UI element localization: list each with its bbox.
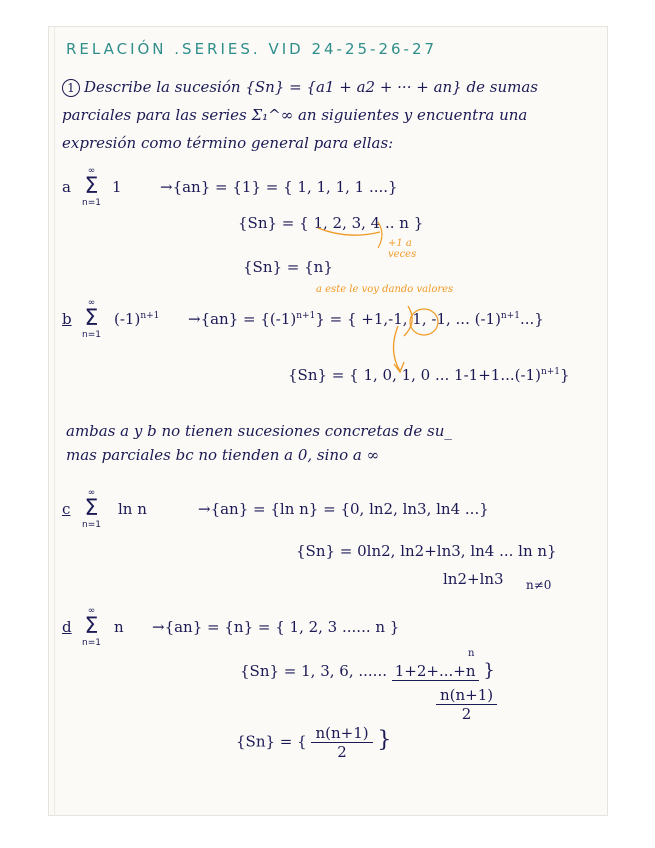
fraction-denominator: 2	[337, 743, 347, 761]
part-d-term: n	[114, 618, 124, 636]
sum-upper-limit: ∞	[87, 298, 96, 308]
part-d-label: d	[62, 618, 72, 636]
orange-bracket-stroke	[378, 222, 382, 248]
closing-brace: }	[377, 727, 392, 753]
part-a-sn-list: {Sn} = { 1, 2, 3, 4 .. n }	[238, 214, 424, 232]
orange-underline-stroke	[318, 228, 380, 235]
sum-upper-limit: ∞	[87, 488, 96, 498]
part-c-term: ln n	[118, 500, 147, 518]
annotation-strokes	[48, 26, 608, 816]
part-d-sn-tail-text: 1+2+...+n	[394, 662, 476, 680]
page-title: RELACIÓN .SERIES. VID 24-25-26-27	[66, 40, 438, 58]
sum-lower-limit: n=1	[82, 330, 101, 340]
part-c-sn-under: ln2+ln3	[443, 570, 504, 588]
problem-line-3: expresión como término general para ellas:	[62, 134, 394, 152]
fraction-numerator: n(n+1)	[436, 686, 497, 705]
part-a-label: a	[62, 178, 71, 196]
problem-text-1: Describe la sucesión {Sn} = {a1 + a2 + ··· + an} de sumas	[84, 78, 538, 96]
part-d-an: →{an} = {n} = { 1, 2, 3 ...... n }	[152, 618, 400, 636]
part-b-an-tail: } = { +1,-1, 1, -1, ... (-1)	[315, 310, 501, 328]
part-b-label: b	[62, 310, 72, 328]
part-b-term-exp: n+1	[140, 311, 160, 321]
sigma-symbol: Σ	[84, 614, 99, 639]
part-d-sn-sup: n	[468, 648, 475, 659]
sum-lower-limit: n=1	[82, 520, 101, 530]
part-b-note: a este le voy dando valores	[316, 284, 454, 295]
part-d-sn-general-start: {Sn} = {	[236, 732, 307, 751]
sum-upper-limit: ∞	[87, 166, 96, 176]
problem-number: 1	[62, 79, 80, 97]
orange-arrowhead	[394, 362, 404, 372]
closing-brace: }	[483, 660, 495, 681]
part-b-term-base: (-1)	[114, 310, 141, 328]
orange-arrow-stroke	[404, 306, 412, 336]
sum-upper-limit: ∞	[87, 606, 96, 616]
problem-line-2: parciales para las series Σ₁^∞ an siguientes y encuentra una	[62, 106, 528, 124]
sigma-symbol: Σ	[84, 306, 99, 331]
part-b-sn-end: }	[560, 366, 570, 384]
part-b-an-exp: n+1	[296, 311, 316, 321]
sigma-symbol: Σ	[84, 496, 99, 521]
notebook-page	[48, 26, 608, 816]
sigma-symbol: Σ	[84, 174, 99, 199]
part-b-an-end: ...}	[520, 310, 544, 328]
fraction-numerator: n(n+1)	[311, 724, 372, 743]
part-b-an-start: →{an} = {(-1)	[188, 310, 297, 328]
part-d-sn-list-start: {Sn} = 1, 3, 6, ......	[240, 662, 387, 680]
sum-lower-limit: n=1	[82, 638, 101, 648]
part-b-an-tail-exp: n+1	[500, 311, 520, 321]
part-a-note: +1 a veces	[388, 238, 417, 260]
part-c-an: →{an} = {ln n} = {0, ln2, ln3, ln4 ...}	[198, 500, 489, 518]
part-c-label: c	[62, 500, 71, 518]
part-c-sn: {Sn} = 0ln2, ln2+ln3, ln4 ... ln n}	[296, 542, 557, 560]
remark-line-2: mas parciales bc no tienden a 0, sino a ∞	[66, 446, 380, 464]
part-c-condition: n≠0	[526, 578, 552, 592]
part-a-term: 1	[112, 178, 122, 196]
fraction-denominator: 2	[461, 705, 472, 723]
orange-circle-stroke	[410, 309, 438, 335]
part-b-sn-exp: n+1	[540, 367, 561, 377]
part-a-an: →{an} = {1} = { 1, 1, 1, 1 ....}	[160, 178, 398, 196]
sum-lower-limit: n=1	[82, 198, 101, 208]
part-b-sn-start: {Sn} = { 1, 0, 1, 0 ... 1-1+1...(-1)	[288, 366, 541, 384]
part-a-sn-general: {Sn} = {n}	[243, 258, 333, 276]
remark-line-1: ambas a y b no tienen sucesiones concretas de su_	[66, 422, 452, 440]
